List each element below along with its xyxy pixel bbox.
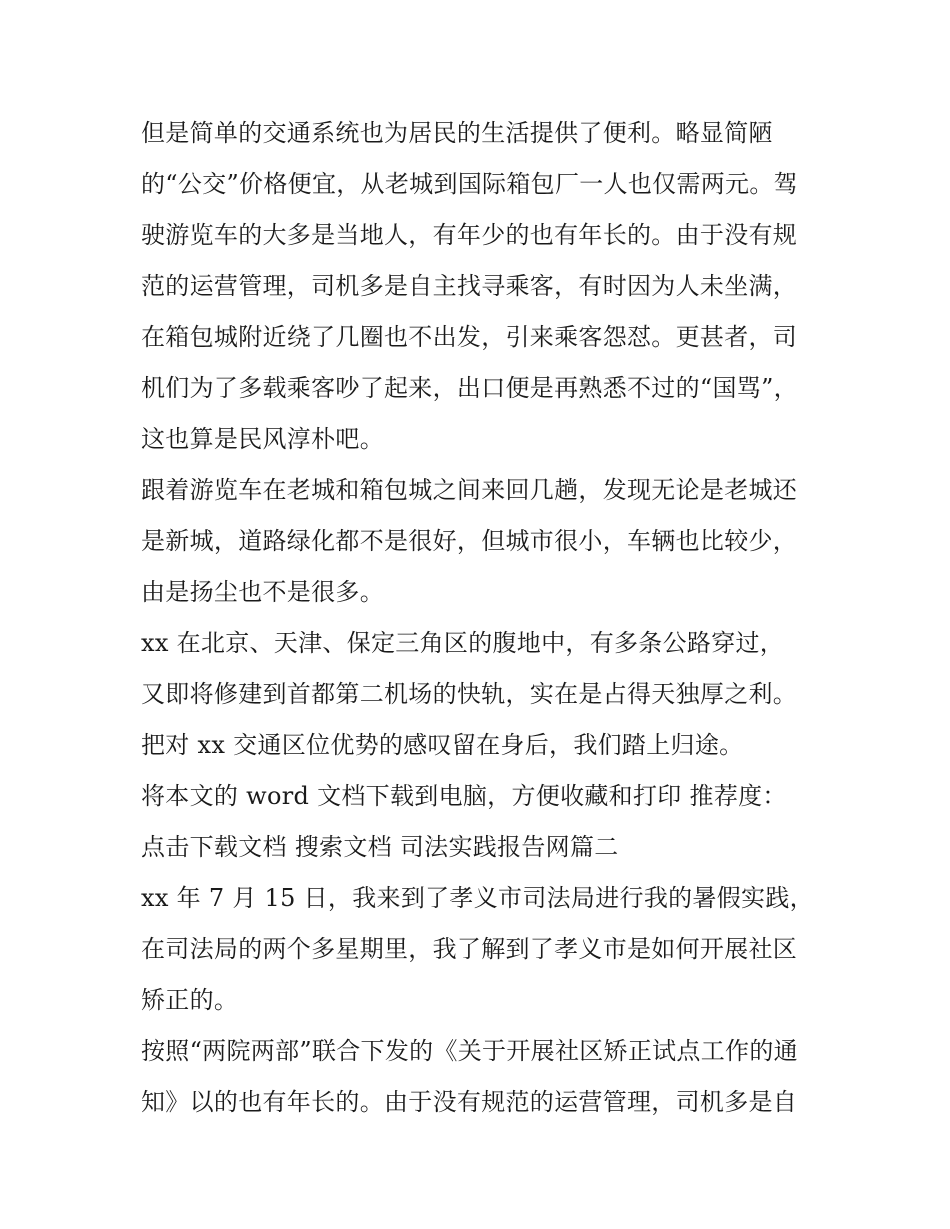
text-line: 按照“两院两部”联合下发的《关于开展社区矫正试点工作的通 (141, 1037, 798, 1065)
text-line: 在箱包城附近绕了几圈也不出发，引来乘客怨怼。更甚者，司 (141, 323, 798, 351)
text-line: 又即将修建到首都第二机场的快轨，实在是占得天独厚之利。 (141, 680, 798, 708)
text-line: xx 年 7 月 15 日，我来到了孝义市司法局进行我的暑假实践， (141, 884, 814, 912)
download-prompt-line: 将本文的 word 文档下载到电脑，方便收藏和打印 推荐度： (141, 782, 787, 810)
text-line: 范的运营管理，司机多是自主找寻乘客，有时因为人未坐满， (141, 272, 798, 300)
text-line: 机们为了多载乘客吵了起来，出口便是再熟悉不过的“国骂”， (141, 374, 798, 402)
text-line: 但是简单的交通系统也为居民的生活提供了便利。略显简陋 (141, 119, 773, 147)
text-line: 由是扬尘也不是很多。 (141, 578, 384, 606)
text-line: 是新城，道路绿化都不是很好，但城市很小，车辆也比较少， (141, 527, 798, 555)
text-line: 矫正的。 (141, 986, 239, 1014)
document-body (141, 108, 821, 1128)
text-line: 在司法局的两个多星期里，我了解到了孝义市是如何开展社区 (141, 935, 798, 963)
download-links-line[interactable]: 点击下载文档 搜索文档 司法实践报告网篇二 (141, 833, 619, 861)
text-line: 把对 xx 交通区位优势的感叹留在身后，我们踏上归途。 (141, 731, 744, 759)
text-line: 跟着游览车在老城和箱包城之间来回几趟，发现无论是老城还 (141, 476, 798, 504)
text-line: 的“公交”价格便宜，从老城到国际箱包厂一人也仅需两元。驾 (141, 170, 798, 198)
text-line: 知》以的也有年长的。由于没有规范的运营管理，司机多是自 (141, 1088, 798, 1116)
text-line: xx 在北京、天津、保定三角区的腹地中，有多条公路穿过， (141, 629, 785, 657)
text-line: 驶游览车的大多是当地人，有年少的也有年长的。由于没有规 (141, 221, 798, 249)
text-line: 这也算是民风淳朴吧。 (141, 425, 384, 453)
